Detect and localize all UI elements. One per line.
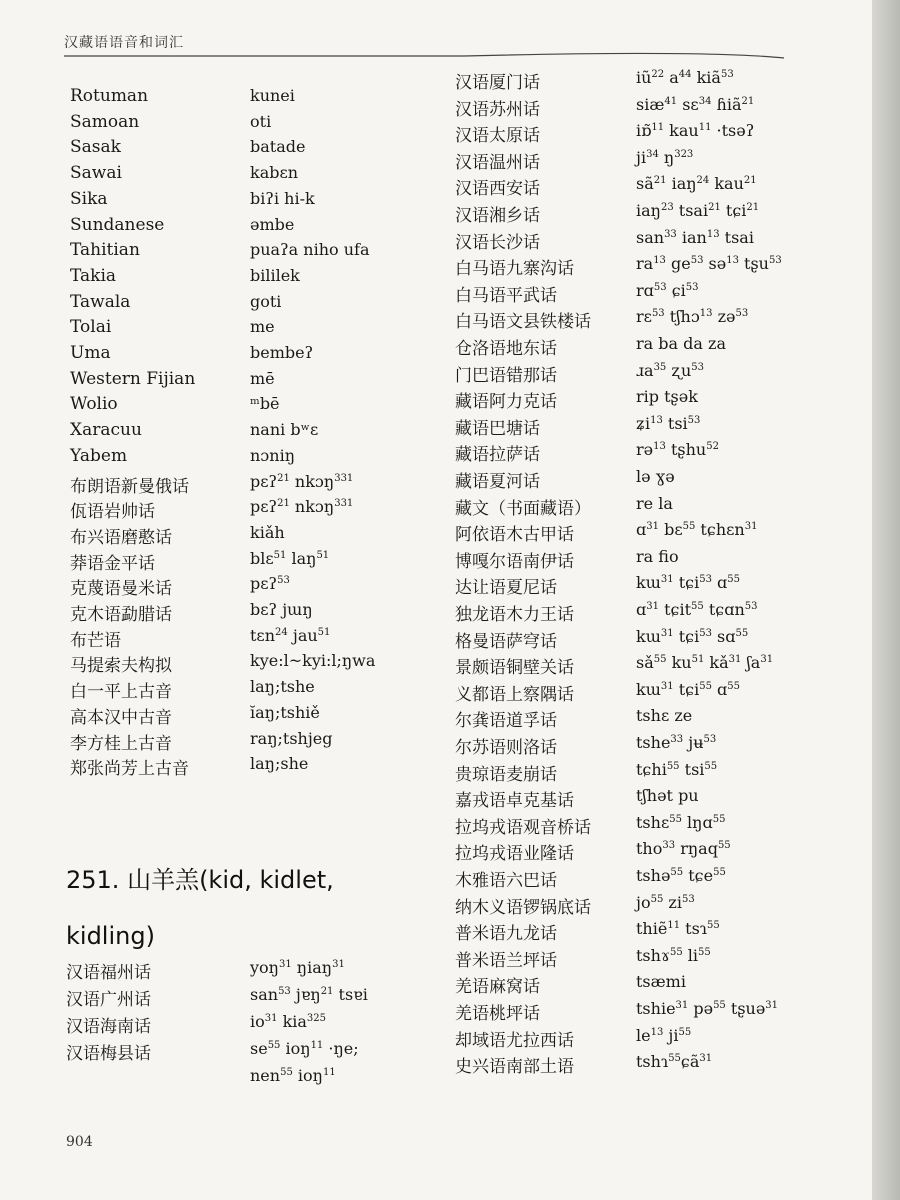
entry-phonetic-form: bɛʔ jɯŋ [250,600,313,619]
entry-language-name: 汉语苏州话 [455,99,540,120]
entry-phonetic-form: tshɤ$^{55}$ $li^{55}$ [636,945,711,965]
entry-language-name: 汉语厦门话 [455,73,540,93]
entry-language-name: 史兴语南部土语 [455,1057,574,1078]
entry-language-name: 汉语湘乡话 [455,206,540,226]
entry-phonetic-form: tɛn$^{24}$ jau$^{51}$ [250,625,331,645]
entry-language-name: 莽语金平话 [70,553,155,574]
entry-phonetic-form: kɯ$^{31}$ tɕi$^{53}$ sɑ$^{55}$ [636,626,749,646]
entry-language-name: Tahitian [70,240,140,261]
entry-language-name: 汉语福州话 [66,963,151,983]
entry-language-name: 白马语文县铁楼话 [455,312,591,333]
entry-language-name: Takia [70,265,117,286]
entry-language-name: 布兴语磨憨话 [70,527,172,548]
entry-phonetic-form: tshie$^{31}$ pə$^{55}$ tʂuə$^{31}$ [636,999,779,1018]
entry-phonetic-form: laŋ;tshe [250,677,315,697]
entry-language-name: 汉语温州话 [455,152,540,173]
entry-phonetic-form: pɛʔ$^{21}$ nkɔŋ$^{331}$ [250,497,354,517]
entry-phonetic-form: biʔi hi-k [250,188,315,208]
entry-language-name: 纳木义语锣锅底话 [455,897,591,918]
entry-language-name: Yabem [70,445,128,466]
entry-phonetic-form: tsæmi [636,972,686,992]
entry-phonetic-form: ʑi$^{13}$ tsi$^{53}$ [636,413,701,433]
entry-language-name: Samoan [70,111,140,132]
entry-language-name: 汉语太原话 [455,126,540,147]
entry-phonetic-form: laŋ;she [250,754,309,774]
entry-phonetic-form: thiẽ$^{11}$ tsɿ$^{55}$ [636,919,720,939]
entry-phonetic-form: rɛ$^{53}$ tʃhɔ$^{13}$ zə$^{53}$ [636,307,749,327]
entry-language-name: 李方桂上古音 [70,733,172,754]
entry-phonetic-form: rɑ$^{53}$ ɕi$^{53}$ [636,280,699,300]
entry-language-name: Sawai [70,163,122,184]
entry-language-name: 藏文（书面藏语） [455,498,591,519]
running-header: 汉藏语语音和词汇 [64,35,184,51]
entry-language-name: 却域语尤拉西话 [455,1030,574,1051]
entry-language-name: 格曼语萨穹话 [455,631,557,652]
entry-phonetic-form: siæ$^{41}$ sɛ$^{34}$ ɦiã$^{21}$ [636,94,755,114]
entry-language-name: 高本汉中古音 [70,707,172,728]
entry-phonetic-form: kɯ$^{31}$ tɕi$^{53}$ ɑ$^{55}$ [636,573,740,593]
entry-phonetic-form: ɑ$^{31}$ tɕit$^{55}$ tɕɑn$^{53}$ [636,600,758,619]
entry-phonetic-form: nani bʷɛ [250,420,319,440]
entry-phonetic-form: kɯ$^{31}$ tɕi$^{55}$ ɑ$^{55}$ [636,679,740,699]
entry-phonetic-form: tshɛ ze [636,706,693,726]
entry-phonetic-form: san$^{53}$ jɐŋ$^{21}$ tsɐi [250,985,368,1004]
entry-phonetic-form: ɹa$^{35}$ ʐu$^{53}$ [636,360,704,380]
entry-phonetic-form: tshe$^{33}$ jʉ$^{53}$ [636,733,717,752]
entry-phonetic-form: $io^{31}$ kia$^{325}$ [250,1012,327,1031]
entry-language-name: 白马语九寨沟话 [455,259,574,280]
entry-language-name: 博嘎尔语南伊话 [455,551,574,572]
entry-phonetic-form: pɛʔ$^{53}$ [250,574,290,594]
entry-language-name: 景颇语铜壁关话 [455,658,574,679]
entry-phonetic-form: tshɛ$^{55}$ lŋɑ$^{55}$ [636,812,726,832]
entry-language-name: 汉语西安话 [455,179,540,200]
entry-phonetic-form: goti [250,291,282,311]
entry-language-name: Sundanese [70,214,165,235]
entry-phonetic-form: nɔniŋ [250,445,295,465]
entry-phonetic-form: ɑ$^{31}$ bɛ$^{55}$ tɕhɛn$^{31}$ [636,520,758,540]
entry-language-name: 尔龚语道孚话 [455,711,557,732]
entry-language-name: 白马语平武话 [455,285,557,306]
entry-language-name: 普米语兰坪话 [455,950,557,971]
entry-language-name: 木雅语六巴话 [455,871,557,891]
entry-language-name: 郑张尚芳上古音 [70,759,189,780]
entry-phonetic-form: oti [250,111,272,131]
entry-language-name: Xaracuu [70,420,142,441]
entry-phonetic-form: raŋ;tshjeg [250,728,333,748]
entry-language-name: 独龙语木力王话 [455,605,574,625]
entry-language-name: Western Fijian [70,368,196,389]
entry-language-name: 普米语九龙话 [455,924,557,945]
entry-phonetic-form: $le^{13}$ $ji^{55}$ [636,1025,692,1045]
entry-language-name: 布芒语 [70,630,121,651]
entry-phonetic-form: $ra^{13}$ $ge^{53}$ sə$^{13}$ tʂu$^{53}$ [636,254,782,274]
entry-language-name: 藏语巴塘话 [455,418,540,439]
entry-language-name: 布朗语新曼俄话 [70,476,189,497]
entry-phonetic-form: tʃhət pu [636,786,699,806]
entry-phonetic-form: puaʔa niho ufa [250,240,370,260]
section-heading: 251. 山羊羔(kid, kidlet, kidling) [66,866,334,950]
page-number: 904 [66,1134,93,1150]
entry-phonetic-form: bembeʔ [250,343,314,362]
entry-language-name: Tolai [70,317,112,338]
entry-phonetic-form: batade [250,137,306,157]
entry-language-name: 藏语拉萨话 [455,445,540,466]
entry-phonetic-form: kabɛn [250,163,299,183]
header-rule [64,46,784,62]
entry-phonetic-form: yoŋ$^{31}$ ŋiaŋ$^{31}$ [250,958,345,977]
entry-phonetic-form: ĭaŋ;tshiě [250,702,320,722]
entry-phonetic-form: rə$^{13}$ tʂhu$^{52}$ [636,440,719,460]
entry-phonetic-form: kye:l~kyi:l;ŋwa [250,651,376,671]
entry-language-name: Sasak [70,137,121,158]
entry-language-name: 拉坞戎语业隆话 [455,844,574,865]
entry-language-name: 白一平上古音 [70,682,172,703]
entry-phonetic-form: rip tʂək [636,387,698,407]
entry-phonetic-form: ra ba da za [636,334,726,353]
entry-phonetic-form: pɛʔ$^{21}$ nkɔŋ$^{331}$ [250,471,354,491]
entry-language-name: 阿依语木古甲话 [455,525,574,546]
entry-language-name: Wolio [70,394,118,415]
entry-phonetic-form: bililek [250,265,300,285]
entry-phonetic-form: re la [636,493,673,513]
entry-phonetic-form: tshə$^{55}$ tɕe$^{55}$ [636,866,726,885]
entry-phonetic-form: kunei [250,86,295,105]
entry-language-name: 拉坞戎语观音桥话 [455,817,591,838]
entry-phonetic-form: $ji^{34}$ $ŋ^{323}$ [636,147,694,167]
entry-language-name: Sika [70,188,108,209]
entry-language-name: Rotuman [70,86,149,106]
page-edge-shadow [872,0,900,1200]
entry-language-name: 马提索夫构拟 [70,656,172,677]
entry-language-name: 尔苏语则洛话 [455,738,557,758]
entry-phonetic-form: əmbe [250,214,295,234]
entry-language-name: Tawala [70,291,131,312]
entry-language-name: 汉语广州话 [66,990,151,1010]
entry-phonetic-form: $sã^{21}$ iaŋ$^{24}$ kau$^{21}$ [636,174,757,194]
entry-language-name: 汉语海南话 [66,1017,151,1037]
entry-phonetic-form: iaŋ$^{23}$ tsai$^{21}$ tɕi$^{21}$ [636,201,760,220]
entry-phonetic-form: $se^{55}$ ioŋ$^{11}$ ·ŋe; [250,1039,359,1058]
entry-phonetic-form: kiǎh [250,522,285,542]
entry-language-name: 贵琼语麦崩话 [455,764,557,785]
entry-language-name: 羌语桃坪话 [455,1004,540,1024]
entry-phonetic-form: me [250,317,275,337]
entry-phonetic-form: $iũ^{22}$ $a^{44}$ kiã$^{53}$ [636,68,734,87]
entry-phonetic-form: iɒ̃$^{11}$ kau$^{11}$ ·tsəʔ [636,121,755,141]
entry-phonetic-form: tshɿ$^{55}$ɕã$^{31}$ [636,1052,713,1072]
entry-language-name: 达让语夏尼话 [455,578,557,599]
entry-language-name: 藏语夏河话 [455,472,540,492]
entry-phonetic-form: ra fio [636,546,679,566]
entry-phonetic-form: mē [250,368,275,388]
entry-language-name: 门巴语错那话 [455,365,557,386]
entry-language-name: 仓洛语地东话 [455,339,557,359]
entry-language-name: 嘉戎语卓克基话 [455,791,574,812]
entry-phonetic-form: san$^{33}$ ian$^{13}$ tsai [636,227,754,247]
entry-phonetic-form: ᵐbē [250,394,280,414]
entry-language-name: 汉语长沙话 [455,232,540,253]
entry-phonetic-form: blɛ$^{51}$ laŋ$^{51}$ [250,548,330,568]
entry-language-name: 义都语上察隅话 [455,684,574,705]
entry-phonetic-form: nen$^{55}$ ioŋ$^{11}$ [250,1066,336,1085]
entry-phonetic-form: $sǎ^{55}$ $ku^{51}$ $kǎ^{31}$ ʃa$^{31}$ [636,653,774,673]
entry-phonetic-form: $jo^{55}$ $zi^{53}$ [636,892,695,912]
entry-language-name: 克蔑语曼米话 [70,579,172,600]
entry-phonetic-form: lə ɣə [636,467,675,486]
entry-language-name: 羌语麻窝话 [455,977,540,998]
entry-phonetic-form: tho$^{33}$ rŋaq$^{55}$ [636,839,731,859]
entry-phonetic-form: tɕhi$^{55}$ tsi$^{55}$ [636,759,718,779]
entry-language-name: 佤语岩帅话 [70,502,155,523]
entry-language-name: 克木语勐腊话 [70,605,172,625]
entry-language-name: 藏语阿力克话 [455,392,557,413]
entry-language-name: 汉语梅县话 [66,1044,151,1064]
entry-language-name: Uma [70,343,111,363]
